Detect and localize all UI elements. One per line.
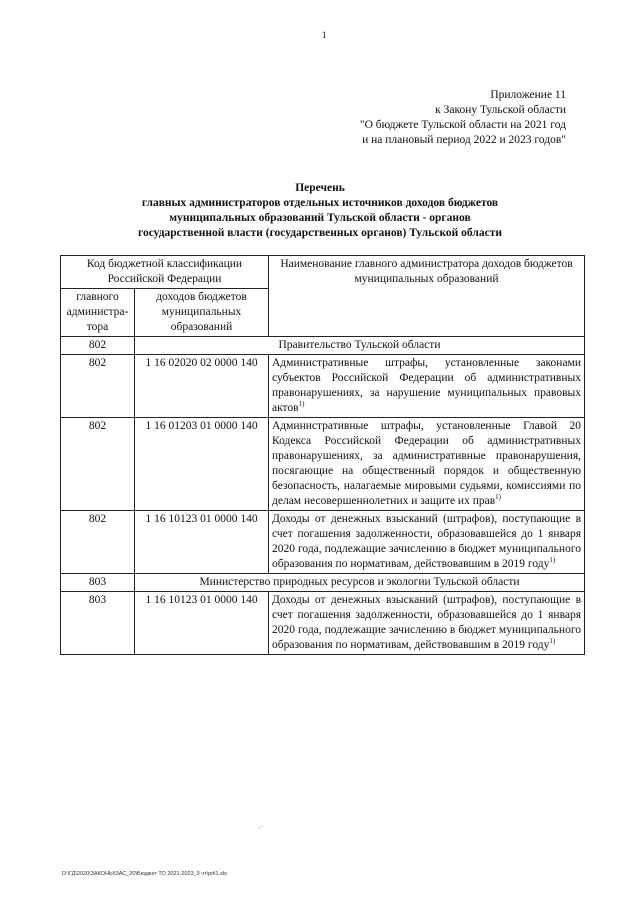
administrators-table	[60, 255, 585, 655]
footnote-mark: 1)	[298, 400, 305, 409]
admin-code-cell: 802	[61, 511, 135, 574]
income-code-cell: 1 16 10123 01 0000 140	[135, 511, 269, 574]
file-path-footer: D:\ГД\2020\ЗАКОНЫ\ЗАС_20\Бюджет ТО 2021-2023_3 чт\pril1.xls	[62, 871, 227, 877]
income-name-text: Доходы от денежных взысканий (штрафов), поступающие в счет погашения задолженности, образовавшейся до 1 января 2020 года, подлежащие зачислению в бюджет муниципального образования по нормативам, действовавшим в 2019 году	[272, 594, 581, 651]
group-row	[61, 574, 585, 592]
appendix-line: Приложение 11	[490, 89, 566, 101]
header-admin-cell: главного администра-тора	[61, 289, 135, 337]
title-line: муниципальных образований Тульской области - органов	[169, 212, 471, 224]
appendix-header	[330, 88, 566, 148]
table-header-row	[61, 256, 585, 289]
document-title	[100, 181, 540, 241]
title-line: Перечень	[295, 182, 345, 194]
group-code-cell: 803	[61, 574, 135, 592]
income-code-cell: 1 16 01203 01 0000 140	[135, 418, 269, 511]
income-code-cell: 1 16 02020 02 0000 140	[135, 355, 269, 418]
header-income-cell: доходов бюджетов муниципальных образований	[135, 289, 269, 337]
income-name-cell	[269, 355, 585, 418]
header-name-cell: Наименование главного администратора доходов бюджетов муниципальных образований	[269, 256, 585, 337]
group-code-cell: 802	[61, 337, 135, 355]
income-name-cell	[269, 592, 585, 655]
admin-code-cell: 802	[61, 418, 135, 511]
group-title-cell: Правительство Тульской области	[135, 337, 585, 355]
footnote-mark: 1)	[549, 556, 556, 565]
income-name-text: Административные штрафы, установленные законами субъектов Российской Федерации об административных правонарушениях, за нарушение муниципальных правовых актов	[272, 357, 581, 414]
appendix-line: и на плановый период 2022 и 2023 годов"	[362, 134, 566, 146]
table-row	[61, 511, 585, 574]
income-name-cell	[269, 511, 585, 574]
group-title-cell: Министерство природных ресурсов и экологии Тульской области	[135, 574, 585, 592]
group-row	[61, 337, 585, 355]
appendix-line: к Закону Тульской области	[435, 104, 566, 116]
footnote-mark: 1)	[549, 637, 556, 646]
income-name-text: Административные штрафы, установленные Главой 20 Кодекса Российской Федерации об административных правонарушениях, за административные правонарушения, посягающие на общественный порядок и общественную безопасность, налагаемые мировыми судьями, комиссиями по делам несовершеннолетних и защите их прав	[272, 420, 581, 507]
table-row	[61, 355, 585, 418]
title-line: государственной власти (государственных органов) Тульской области	[138, 227, 502, 239]
table-row	[61, 418, 585, 511]
appendix-line: "О бюджете Тульской области на 2021 год	[359, 119, 566, 131]
admin-code-cell: 803	[61, 592, 135, 655]
title-line: главных администраторов отдельных источников доходов бюджетов	[141, 197, 499, 209]
scan-speck: ·˙	[258, 824, 264, 833]
table-row	[61, 592, 585, 655]
header-code-cell: Код бюджетной классификации Российской Федерации	[61, 256, 269, 289]
income-code-cell: 1 16 10123 01 0000 140	[135, 592, 269, 655]
income-name-cell	[269, 418, 585, 511]
footnote-mark: 1)	[495, 493, 501, 502]
income-name-text: Доходы от денежных взысканий (штрафов), поступающие в счет погашения задолженности, образовавшейся до 1 января 2020 года, подлежащие зачислению в бюджет муниципального образования по нормативам, действовавшим в 2019 году	[272, 513, 581, 570]
admin-code-cell: 802	[61, 355, 135, 418]
page-number: 1	[322, 30, 327, 40]
